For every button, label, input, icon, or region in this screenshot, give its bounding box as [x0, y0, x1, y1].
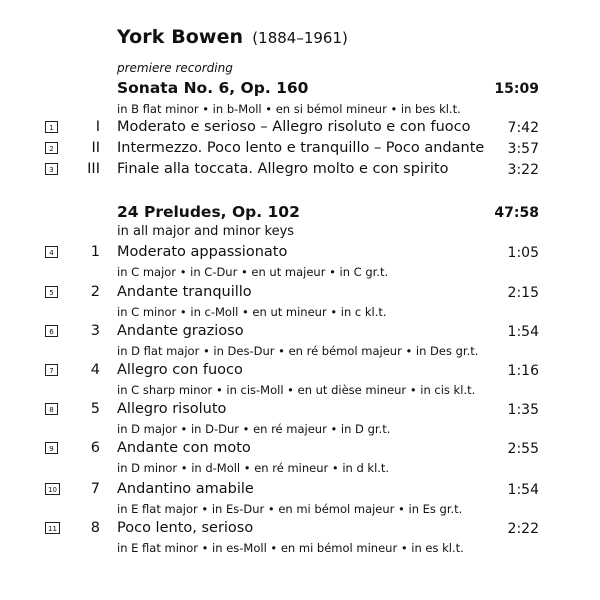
composer-name: York Bowen — [117, 26, 244, 48]
preludes-subtitle: in all major and minor keys — [117, 224, 295, 239]
track-key: in C sharp minor • in cis-Moll • en ut dièse mineur • in cis kl.t. — [117, 383, 476, 397]
track-title: Andante grazioso — [117, 323, 244, 339]
track-number: 6 — [90, 440, 100, 456]
track-title: Allegro risoluto — [117, 401, 227, 417]
track-number: 7 — [90, 481, 100, 497]
track-key: in E flat minor • in es-Moll • en mi bémol mineur • in es kl.t. — [117, 541, 464, 555]
track-box: 3 — [45, 163, 58, 175]
track-title: Andante tranquillo — [117, 284, 252, 300]
track-duration: 7:42 — [507, 120, 539, 136]
track-number: 8 — [90, 520, 100, 536]
track-duration: 1:35 — [507, 402, 539, 418]
track-box: 10 — [45, 483, 60, 495]
track-number: 4 — [90, 362, 100, 378]
track-key: in D major • in D-Dur • en ré majeur • in D gr.t. — [117, 422, 391, 436]
track-number: III — [87, 161, 100, 177]
track-duration: 3:22 — [507, 162, 539, 178]
track-number: 5 — [90, 401, 100, 417]
track-number: I — [95, 119, 100, 135]
track-box: 7 — [45, 364, 58, 376]
track-duration: 2:15 — [507, 285, 539, 301]
track-title: Intermezzo. Poco lento e tranquillo – Poco andante — [117, 140, 485, 156]
sonata-title: Sonata No. 6, Op. 160 — [117, 79, 309, 97]
sonata-duration: 15:09 — [494, 81, 539, 97]
track-title: Moderato appassionato — [117, 244, 288, 260]
track-title: Moderato e serioso – Allegro risoluto e con fuoco — [117, 119, 471, 135]
track-duration: 2:55 — [507, 441, 539, 457]
track-number: II — [91, 140, 100, 156]
track-box: 1 — [45, 121, 58, 133]
track-title: Finale alla toccata. Allegro molto e con spirito — [117, 161, 449, 177]
track-duration: 3:57 — [507, 141, 539, 157]
composer-heading — [117, 26, 348, 48]
track-duration: 1:54 — [507, 324, 539, 340]
track-key: in E flat major • in Es-Dur • en mi bémol majeur • in Es gr.t. — [117, 502, 463, 516]
track-key: in C minor • in c-Moll • en ut mineur • in c kl.t. — [117, 305, 387, 319]
track-duration: 1:54 — [507, 482, 539, 498]
premiere-note: premiere recording — [117, 61, 233, 75]
sonata-key: in B flat minor • in b-Moll • en si bémol mineur • in bes kl.t. — [117, 102, 461, 116]
track-number: 1 — [90, 244, 100, 260]
track-box: 9 — [45, 442, 58, 454]
preludes-title: 24 Preludes, Op. 102 — [117, 203, 300, 221]
track-box: 2 — [45, 142, 58, 154]
track-number: 3 — [90, 323, 100, 339]
track-number: 2 — [90, 284, 100, 300]
track-box: 5 — [45, 286, 58, 298]
preludes-duration: 47:58 — [494, 205, 539, 221]
track-key: in D flat major • in Des-Dur • en ré bémol majeur • in Des gr.t. — [117, 344, 479, 358]
track-title: Andante con moto — [117, 440, 251, 456]
track-duration: 2:22 — [507, 521, 539, 537]
track-box: 8 — [45, 403, 58, 415]
track-duration: 1:05 — [507, 245, 539, 261]
track-title: Allegro con fuoco — [117, 362, 243, 378]
track-duration: 1:16 — [507, 363, 539, 379]
track-box: 6 — [45, 325, 58, 337]
track-key: in C major • in C-Dur • en ut majeur • in C gr.t. — [117, 265, 389, 279]
track-key: in D minor • in d-Moll • en ré mineur • in d kl.t. — [117, 461, 390, 475]
composer-dates: (1884–1961) — [252, 29, 348, 47]
track-title: Andantino amabile — [117, 481, 254, 497]
track-box: 4 — [45, 246, 58, 258]
track-box: 11 — [45, 522, 60, 534]
track-title: Poco lento, serioso — [117, 520, 254, 536]
